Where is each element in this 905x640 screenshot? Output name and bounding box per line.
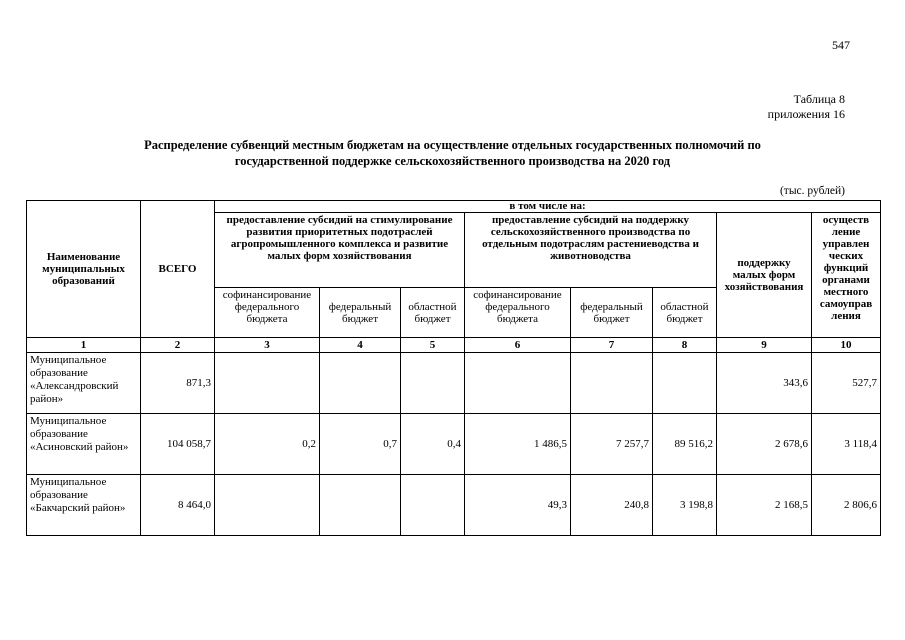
column-number: 7 [571,338,653,353]
value-cell: 1 486,5 [465,414,571,475]
value-cell [571,353,653,414]
value-cell: 240,8 [571,475,653,536]
header-total: ВСЕГО [141,201,215,338]
column-number: 8 [653,338,717,353]
value-cell: 2 806,6 [812,475,881,536]
column-number: 3 [215,338,320,353]
value-cell: 7 257,7 [571,414,653,475]
document-title [60,137,845,169]
table-row [27,414,881,475]
column-number: 6 [465,338,571,353]
value-cell [215,353,320,414]
value-cell [401,475,465,536]
value-cell: 49,3 [465,475,571,536]
header-municipality: Наименование муниципальных образований [27,201,141,338]
value-cell: 0,7 [320,414,401,475]
header-federal-a: федеральный бюджет [320,288,401,338]
column-number-row [27,338,881,353]
value-cell: 343,6 [717,353,812,414]
value-cell: 3 198,8 [653,475,717,536]
header-federal-b: федеральный бюджет [571,288,653,338]
value-cell [465,353,571,414]
header-regional-b: областной бюджет [653,288,717,338]
value-cell [215,475,320,536]
column-number: 9 [717,338,812,353]
value-total: 871,3 [141,353,215,414]
table-caption [680,92,845,122]
municipality-name: Муниципальное образование «Асиновский район» [27,414,141,475]
value-total: 8 464,0 [141,475,215,536]
value-cell: 3 118,4 [812,414,881,475]
column-number: 2 [141,338,215,353]
column-number: 5 [401,338,465,353]
value-cell [320,353,401,414]
column-number: 1 [27,338,141,353]
caption-line-2: приложения 16 [767,107,845,121]
municipality-name: Муниципальное образование «Бакчарский район» [27,475,141,536]
header-including: в том числе на: [215,201,881,213]
value-cell: 0,2 [215,414,320,475]
value-cell: 2 678,6 [717,414,812,475]
caption-line-1: Таблица 8 [793,92,845,106]
value-cell [653,353,717,414]
header-regional-a: областной бюджет [401,288,465,338]
column-number: 4 [320,338,401,353]
title-line-2: государственной поддержке сельскохозяйственного производства на 2020 год [234,154,671,168]
header-group-crop-livestock: предоставление субсидий на поддержку сельскохозяйственного производства по отдельным подотраслям растениеводства и животноводства [465,213,717,288]
value-cell [401,353,465,414]
value-cell: 2 168,5 [717,475,812,536]
value-total: 104 058,7 [141,414,215,475]
header-small-forms: поддержку малых форм хозяйствования [717,213,812,338]
value-cell: 89 516,2 [653,414,717,475]
table-row [27,475,881,536]
page-number: 547 [832,38,850,52]
table-row [27,353,881,414]
header-cofinancing-a: софинансирование федерального бюджета [215,288,320,338]
title-line-1: Распределение субвенций местным бюджетам на осуществление отдельных государственных полномочий по [144,138,761,152]
header-group-priority-subsectors: предоставление субсидий на стимулирование развития приоритетных подотраслей агропромышленного комплекса и развитие малых форм хозяйствования [215,213,465,288]
header-local-government: осуществ ление управлен ческих функций органами местного самоуправ ления [812,213,881,338]
header-cofinancing-b: софинансирование федерального бюджета [465,288,571,338]
value-cell: 527,7 [812,353,881,414]
units-label: (тыс. рублей) [779,185,845,197]
value-cell [320,475,401,536]
subsidy-table [26,200,881,536]
value-cell: 0,4 [401,414,465,475]
column-number: 10 [812,338,881,353]
municipality-name: Муниципальное образование «Александровский район» [27,353,141,414]
